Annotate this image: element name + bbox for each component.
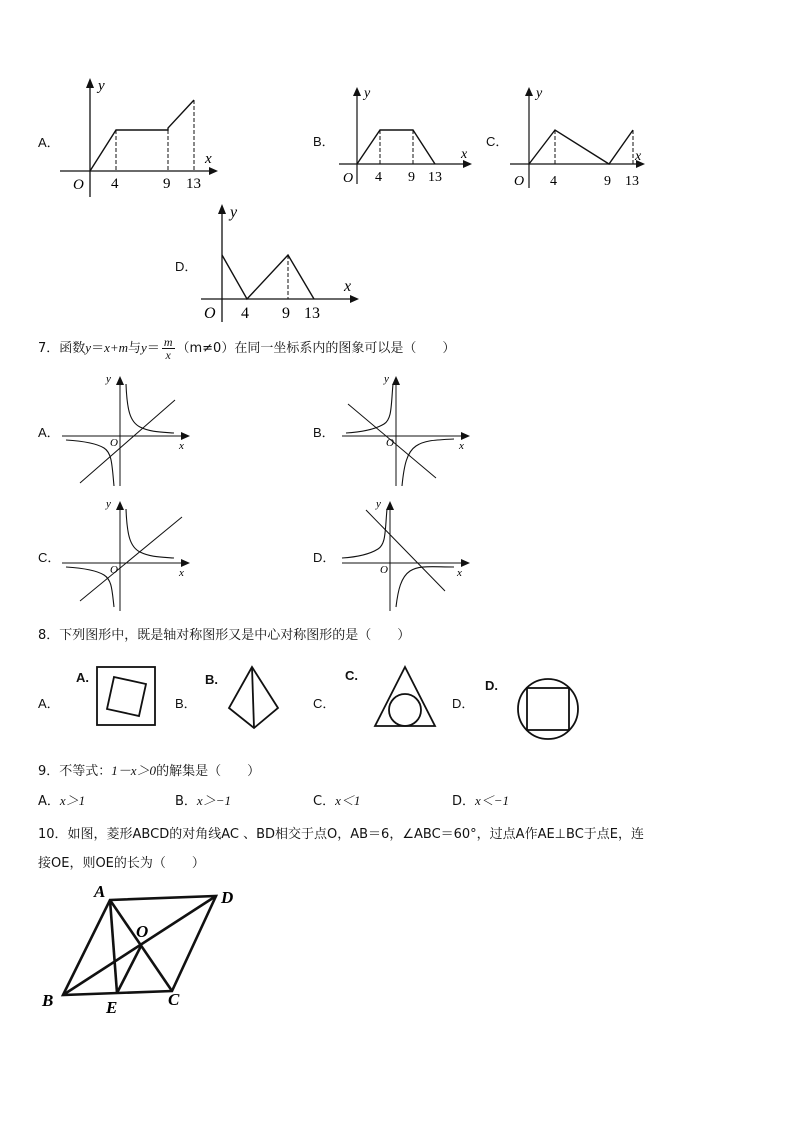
q7-frac-num: m [163,335,173,349]
q7b-y-label: y [384,373,389,385]
q9-option-d-label: D． [452,794,476,809]
q9-expression: 1－x＞0 [111,763,157,778]
q10-point-b: B [42,991,54,1010]
q9-option-c [313,790,360,809]
q7-question [38,336,455,361]
q7-frac-den: x [165,348,171,362]
q6d-tick-13: 13 [304,305,320,322]
q8-figure-c-tag: C. [345,668,358,683]
q8-option-c-label: C． [313,696,336,711]
q7-eq1-rhs: x+m [104,340,129,355]
q7-fraction [162,336,175,361]
q6c-tick-13: 13 [625,174,639,189]
q6c-y-label: y [536,86,543,101]
q7-condition: （m≠0）在同一坐标系内的图象可以是（ ） [176,341,456,356]
q6d-tick-9: 9 [282,305,290,322]
q6b-tick-13: 13 [428,170,442,185]
q6b-y-label: y [364,86,371,101]
q7c-origin: O [110,564,118,576]
q6a-y-label: y [98,78,105,94]
q8-figure-a-tag: A. [76,670,89,685]
q6d-y-label: y [230,204,238,221]
q6d-origin: O [204,305,216,322]
q7-prefix: 7．函数 [38,341,86,356]
q7a-origin: O [110,437,118,449]
q8-figure-b [225,664,285,732]
q7-eq2-eq: ＝ [146,341,160,356]
q8-figure-c [372,664,438,730]
q10-point-c: C [168,990,180,1009]
q7-eq1-lhs: y [85,340,92,355]
q9-option-a [38,790,85,809]
q7c-y-label: y [106,498,111,510]
q7b-origin: O [386,437,394,449]
q7b-x-label: x [459,440,464,452]
q9-prefix: 9．不等式： [38,764,112,779]
q9-suffix: 的解集是（ ） [156,764,261,779]
q7d-x-label: x [457,567,462,579]
q10-point-a: A [94,882,106,901]
q6-graph-a [58,75,223,200]
q9-option-d [452,790,509,809]
q9-option-a-label: A． [38,794,60,809]
q7-option-d-label: D． [313,550,336,565]
q9-option-a-value: x＞1 [59,793,86,808]
q8-option-d-label: D． [452,696,475,711]
q9-question [38,760,260,779]
q6a-origin: O [73,177,84,193]
q7a-y-label: y [106,373,111,385]
q6d-x-label: x [344,278,352,295]
q8-figure-a [94,664,158,728]
q6d-tick-4: 4 [241,305,249,322]
q6b-tick-4: 4 [375,170,382,185]
q9-option-c-value: x＜1 [335,793,361,808]
q6-option-a-label: A． [38,135,60,150]
q7c-x-label: x [179,567,184,579]
q7-conj: 与 [128,341,142,356]
q7-option-b-label: B． [313,425,335,440]
q8-figure-d-tag: D. [485,678,498,693]
q7-graph-b [340,370,475,488]
q9-option-c-label: C． [313,794,336,809]
q10-rhombus-figure [38,880,248,1018]
q6-option-c-label: C． [486,134,509,149]
q6b-x-label: x [461,147,468,162]
q7-eq1-eq: ＝ [91,341,105,356]
q6c-tick-9: 9 [604,174,611,189]
q6a-tick-13: 13 [186,176,201,192]
q6a-tick-9: 9 [163,176,171,192]
q9-option-b-value: x＞−1 [196,793,231,808]
q10-question-line1: 10．如图，菱形ABCD的对角线AC 、BD相交于点O，AB＝6，∠ABC＝60°，过点A作AE⊥BC于点E，连 [38,827,644,842]
q7d-origin: O [380,564,388,576]
q10-point-d: D [221,888,234,907]
q8-figure-b-tag: B. [205,672,218,687]
q6b-origin: O [343,171,354,186]
q6-graph-d [199,200,364,325]
q6a-x-label: x [205,151,212,167]
q8-figure-d [515,676,581,742]
q6-graph-b [337,82,477,187]
q6c-x-label: x [635,149,642,164]
q6-option-b-label: B． [313,134,335,149]
q6b-tick-9: 9 [408,170,415,185]
q8-question: 8．下列图形中，既是轴对称图形又是中心对称图形的是（ ） [38,628,411,643]
q10-question-line2: 接OE，则OE的长为（ ） [38,856,205,871]
q7-option-a-label: A． [38,425,60,440]
q6c-origin: O [514,174,525,189]
q10-point-e: E [106,998,118,1017]
q7-eq2-lhs: y [141,340,147,355]
q8-option-a-label: A． [38,696,60,711]
q7a-x-label: x [179,440,184,452]
q7-graph-c [60,495,195,613]
q6-graph-c [508,82,650,192]
q10-point-o: O [136,922,149,941]
q7-graph-d [340,495,475,613]
q7d-y-label: y [376,498,381,510]
q7-option-c-label: C． [38,550,61,565]
q9-option-b [175,790,231,809]
q9-option-b-label: B． [175,794,197,809]
q7-graph-a [60,370,195,488]
q6a-tick-4: 4 [111,176,119,192]
q8-option-b-label: B． [175,696,197,711]
q9-option-d-value: x＜−1 [475,793,510,808]
q6-option-d-label: D． [175,259,198,274]
q6c-tick-4: 4 [550,174,557,189]
